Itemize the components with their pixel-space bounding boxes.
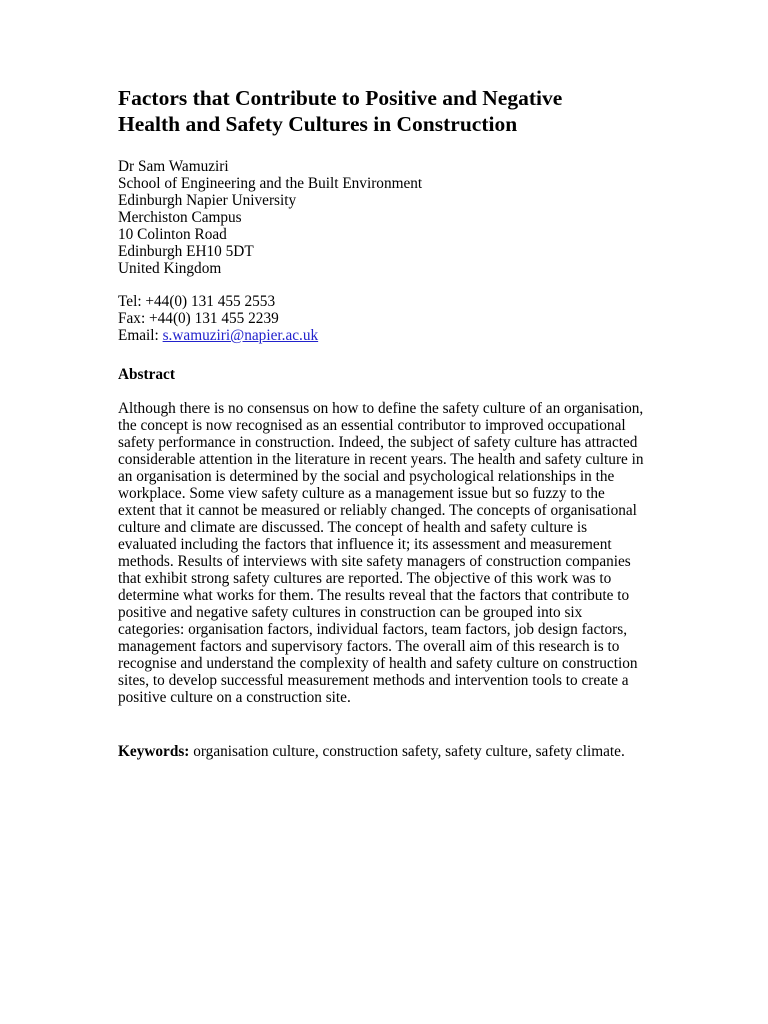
abstract-line: categories: organisation factors, individual factors, team factors, job design factors, [118, 621, 628, 638]
paper-page [118, 85, 648, 760]
abstract-line: culture and climate are discussed. The concept of health and safety culture is [118, 519, 588, 536]
abstract-line: management factors and supervisory factors. The overall aim of this research is to [118, 638, 620, 655]
abstract-line: positive culture on a construction site. [118, 689, 351, 706]
address-line-3: Merchiston Campus [118, 209, 242, 226]
fax: Fax: +44(0) 131 455 2239 [118, 310, 279, 327]
telephone: Tel: +44(0) 131 455 2553 [118, 293, 276, 310]
keywords [118, 743, 648, 760]
abstract-line: recognise and understand the complexity of health and safety culture on construction [118, 655, 638, 672]
keywords-text: organisation culture, construction safety, safety culture, safety climate. [189, 743, 625, 760]
abstract-heading: Abstract [118, 366, 175, 383]
address-line-5: Edinburgh EH10 5DT [118, 243, 254, 260]
address-line-6: United Kingdom [118, 260, 222, 277]
email-label: Email: [118, 327, 163, 344]
abstract-line: considerable attention in the literature in recent years. The health and safety culture in [118, 451, 644, 468]
address-line-2: Edinburgh Napier University [118, 192, 297, 209]
title-line-1: Factors that Contribute to Positive and Negative [118, 86, 563, 110]
abstract-line: methods. Results of interviews with site safety managers of construction companies [118, 553, 631, 570]
abstract-line: evaluated including the factors that influence it; its assessment and measurement [118, 536, 612, 553]
email-row [118, 327, 648, 344]
abstract-line: an organisation is determined by the social and psychological relationships in the [118, 468, 615, 485]
address-line-1: School of Engineering and the Built Environment [118, 175, 423, 192]
abstract-line: positive and negative safety cultures in construction can be grouped into six [118, 604, 583, 621]
contact-block [118, 293, 648, 344]
address-line-4: 10 Colinton Road [118, 226, 227, 243]
email-link[interactable]: s.wamuziri@napier.ac.uk [162, 327, 319, 344]
abstract-line: that exhibit strong safety cultures are reported. The objective of this work was to [118, 570, 612, 587]
abstract-line: extent that it cannot be measured or reliably changed. The concepts of organisational [118, 502, 637, 519]
abstract-line: the concept is now recognised as an essential contributor to improved occupational [118, 417, 626, 434]
abstract-line: Although there is no consensus on how to define the safety culture of an organisation, [118, 400, 644, 417]
author-name: Dr Sam Wamuziri [118, 158, 229, 175]
abstract-body [118, 400, 648, 706]
paper-title [118, 85, 648, 137]
author-block [118, 158, 648, 277]
abstract-line: determine what works for them. The results reveal that the factors that contribute to [118, 587, 630, 604]
keywords-label: Keywords: [118, 743, 190, 760]
abstract-line: safety performance in construction. Indeed, the subject of safety culture has attracted [118, 434, 638, 451]
abstract-line: workplace. Some view safety culture as a management issue but so fuzzy to the [118, 485, 605, 502]
abstract-line: sites, to develop successful measurement methods and intervention tools to create a [118, 672, 629, 689]
title-line-2: Health and Safety Cultures in Construction [118, 112, 518, 136]
